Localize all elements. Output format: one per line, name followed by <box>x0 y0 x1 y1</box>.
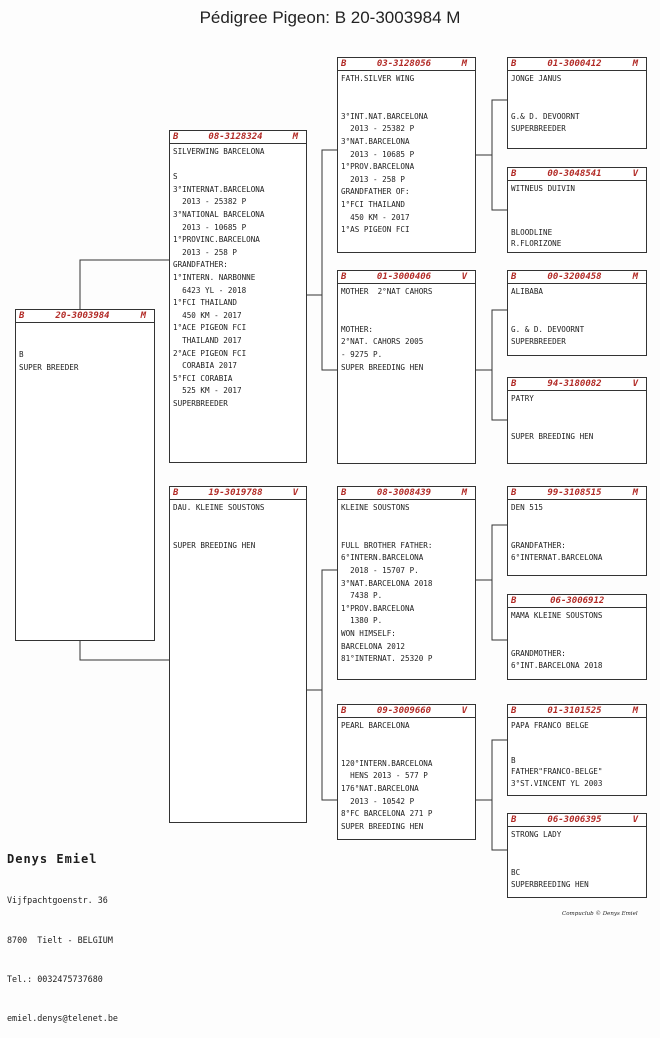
mother-country: B <box>173 488 179 498</box>
fmm-text: PATRY SUPER BREEDING HEN <box>511 394 594 441</box>
ffm-country: B <box>511 169 517 179</box>
mother-sex: V <box>292 488 298 498</box>
mmm-text: STRONG LADY BC SUPERBREEDING HEN <box>511 830 589 890</box>
subject-box <box>15 309 155 641</box>
fff-ring: 01-3000412 <box>547 59 602 69</box>
mm-text: PEARL BARCELONA 120°INTERN.BARCELONA HENS 2013 - 577 P 176°NAT.BARCELONA 2013 - 10542 P 8°FC BARCELONA 271 P SUPER BREEDING HEN <box>341 721 433 831</box>
fff-text: JONGE JANUS G.& D. DEVOORNT SUPERBREEDER <box>511 74 580 134</box>
connector-fm-fmf <box>475 310 508 370</box>
mmm-sex: V <box>632 815 638 825</box>
mff-country: B <box>511 488 517 498</box>
mm-country: B <box>341 706 347 716</box>
connector-father-fm <box>322 295 338 370</box>
ff-sex: M <box>461 59 467 69</box>
mmf-country: B <box>511 706 517 716</box>
connector-ff-ffm <box>492 155 508 210</box>
fmf-country: B <box>511 272 517 282</box>
connector-subject-mother <box>80 640 170 660</box>
mm-box <box>337 704 476 840</box>
connector-mm-mmf <box>475 740 508 800</box>
mff-sex: M <box>632 488 638 498</box>
mm-ring: 09-3009660 <box>376 706 432 716</box>
mmm-ring: 06-3006395 <box>547 815 602 825</box>
mff-box <box>507 486 647 576</box>
ffm-box <box>507 167 647 253</box>
fm-text: MOTHER 2°NAT CAHORS MOTHER: 2°NAT. CAHORS 2005 - 9275 P. SUPER BREEDING HEN <box>341 287 433 372</box>
mf-country: B <box>341 488 347 498</box>
mmf-sex: M <box>632 706 638 716</box>
fff-box <box>507 57 647 149</box>
connector-ff-fff <box>475 100 508 155</box>
fmm-ring: 94-3180082 <box>547 379 602 389</box>
fff-country: B <box>511 59 517 69</box>
fmm-box <box>507 377 647 464</box>
mother-box <box>169 486 307 823</box>
father-sex: M <box>292 132 298 142</box>
connector-mm-mmm <box>492 800 508 850</box>
mmm-country: B <box>511 815 517 825</box>
owner-tel: Tel.: 0032475737680 <box>7 973 103 984</box>
mfm-box <box>507 594 647 680</box>
mmf-ring: 01-3101525 <box>547 706 602 716</box>
subject-ring: 20-3003984 <box>55 311 110 321</box>
fmf-box <box>507 270 647 356</box>
mff-ring: 99-3108515 <box>547 488 602 498</box>
page-title: Pédigree Pigeon: B 20-3003984 M <box>199 8 461 27</box>
mfm-text: MAMA KLEINE SOUSTONS GRANDMOTHER: 6°INT.BARCELONA 2018 <box>511 611 603 671</box>
mmm-box <box>507 813 647 898</box>
father-box <box>169 130 307 463</box>
mff-text: DEN 515 GRANDFATHER: 6°INTERNAT.BARCELONA <box>511 503 603 563</box>
fmf-ring: 00-3200458 <box>547 272 602 282</box>
owner-email: emiel.denys@telenet.be <box>7 1013 118 1024</box>
fmf-text: ALIBABA G. & D. DEVOORNT SUPERBREEDER <box>511 287 585 347</box>
connector-mf-mff <box>475 525 508 580</box>
subject-sex: M <box>140 311 146 321</box>
mf-sex: M <box>461 488 467 498</box>
owner-block <box>7 825 118 1038</box>
connector-mother-mf <box>306 570 338 690</box>
ffm-text: WITNEUS DUIVIN BLOODLINE R.FLORIZONE <box>511 184 576 248</box>
ff-country: B <box>341 59 347 69</box>
mmf-box <box>507 704 647 796</box>
ff-box <box>337 57 476 253</box>
mm-sex: V <box>461 706 467 716</box>
fmm-sex: V <box>632 379 638 389</box>
connector-subject-father <box>80 260 170 310</box>
subject-text: B SUPER BREEDER <box>19 350 79 372</box>
mmf-text: PAPA FRANCO BELGE B FATHER"FRANCO-BELGE" 3°ST.VINCENT YL 2003 <box>511 721 603 788</box>
fm-box <box>337 270 476 464</box>
mfm-ring: 06-3006912 <box>550 596 605 606</box>
mf-text: KLEINE SOUSTONS FULL BROTHER FATHER: 6°INTERN.BARCELONA 2018 - 15707 P. 3°NAT.BARCELONA 2018 7438 P. 1°PROV.BARCELONA 1380 P. WON HIMSELF: BARCELONA 2012 81°INTERNAT. 25320 P <box>341 503 433 664</box>
footer-credit: Compuclub © Denys Emiel <box>562 911 638 917</box>
father-country: B <box>173 132 179 142</box>
ffm-sex: V <box>632 169 638 179</box>
owner-street: Vijfpachtgoenstr. 36 <box>7 895 108 906</box>
mf-ring: 08-3008439 <box>376 488 432 498</box>
ffm-ring: 00-3048541 <box>547 169 602 179</box>
connector-father-ff <box>306 150 338 295</box>
ff-text: FATH.SILVER WING 3°INT.NAT.BARCELONA 2013 - 25382 P 3°NAT.BARCELONA 2013 - 10685 P 1°PROV.BARCELONA 2013 - 258 P GRANDFATHER OF: 1°FCI THAILAND 450 KM - 2017 1°AS PIGEON FCI <box>341 74 428 235</box>
mfm-country: B <box>511 596 517 606</box>
fmf-sex: M <box>632 272 638 282</box>
owner-city: 8700 Tielt - BELGIUM <box>7 934 113 945</box>
fm-sex: V <box>461 272 467 282</box>
fm-ring: 01-3000406 <box>376 272 432 282</box>
mf-box <box>337 486 476 680</box>
owner-name: Denys Emiel <box>7 852 98 867</box>
father-text: SILVERWING BARCELONA S 3°INTERNAT.BARCELONA 2013 - 25382 P 3°NATIONAL BARCELONA 2013 - 10685 P 1°PROVINC.BARCELONA 2013 - 258 P GRANDFATHER: 1°INTERN. NARBONNE 6423 YL - 2018 1°FCI THAILAND 450 KM - 2017 1°ACE PIGEON FCI THAILAND 2017 2°ACE PIGEON FCI CORABIA 2017 5°FCI CORABIA 525 KM - 2017 SUPERBREEDER <box>173 147 265 408</box>
fm-country: B <box>341 272 347 282</box>
fff-sex: M <box>632 59 638 69</box>
subject-country: B <box>19 311 25 321</box>
mother-text: DAU. KLEINE SOUSTONS SUPER BREEDING HEN <box>173 503 265 550</box>
fmm-country: B <box>511 379 517 389</box>
connector-mf-mfm <box>492 580 508 640</box>
connector-mother-mm <box>322 690 338 800</box>
father-ring: 08-3128324 <box>208 132 263 142</box>
connector-fm-fmm <box>492 370 508 420</box>
mother-ring: 19-3019788 <box>208 488 263 498</box>
ff-ring: 03-3128056 <box>376 59 432 69</box>
